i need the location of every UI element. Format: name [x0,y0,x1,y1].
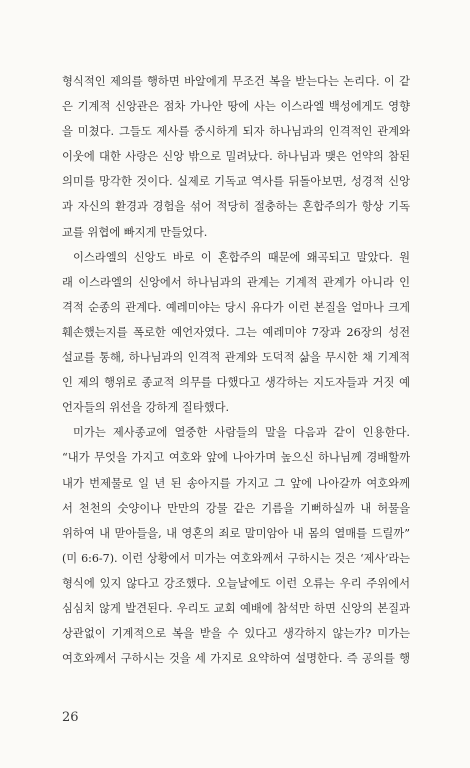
text-line: 내가 번제물로 일 년 된 송아지를 가지고 그 앞에 나아갈까 여호와께 [62,476,410,490]
text-line: 과 자신의 환경과 경험을 섞어 적당히 절충하는 혼합주의가 항상 기독 [62,200,410,214]
text-line: 미가는 제사종교에 열중한 사람들의 말을 다음과 같이 인용한다. [73,426,410,440]
text-line: 인 제의 행위로 종교적 의무를 다했다고 생각하는 지도자들과 거짓 예 [62,376,410,390]
text-line: 형식에 있지 않다고 강조했다. 오늘날에도 이런 오류는 우리 주위에서 [62,576,410,590]
text-line: 은 기계적 신앙관은 점차 가나안 땅에 사는 이스라엘 백성에게도 영향 [62,100,410,114]
text-line: 상관없이 기계적으로 복을 받을 수 있다고 생각하지 않는가? 미가는 [62,627,410,641]
text-line: 서 천천의 숫양이나 만만의 강물 같은 기름을 기뻐하실까 내 허물을 [62,501,410,515]
text-line: “내가 무엇을 가지고 여호와 앞에 나아가며 높으신 하나님께 경배할까 [62,451,410,465]
text-line: 격적 순종의 관계다. 예레미야는 당시 유다가 이런 본질을 얼마나 크게 [62,300,410,314]
text-line: 이스라엘의 신앙도 바로 이 혼합주의 때문에 왜곡되고 말았다. 원 [73,250,410,264]
text-line: 위하여 내 맏아들을, 내 영혼의 죄로 말미암아 내 몸의 열매를 드릴까” [62,526,410,540]
text-line: 설교를 통해, 하나님과의 인격적 관계와 도덕적 삶을 무시한 채 기계적 [62,351,410,365]
text-line: (미 6:6-7). 이런 상황에서 미가는 여호와께서 구하시는 것은 ‘제사’라는 [62,551,410,565]
text-line: 교를 위협에 빠지게 만들었다. [62,225,208,239]
text-line: 이웃에 대한 사랑은 신앙 밖으로 밀려났다. 하나님과 맺은 언약의 참된 [62,150,410,164]
text-line: 의미를 망각한 것이다. 실제로 기독교 역사를 뒤돌아보면, 성경적 신앙 [62,175,410,189]
page-number: 26 [62,710,79,725]
text-line: 언자들의 위선을 강하게 질타했다. [62,401,230,415]
text-line: 여호와께서 구하시는 것을 세 가지로 요약하여 설명한다. 즉 공의를 행 [62,652,410,666]
text-line: 심심치 않게 발견된다. 우리도 교회 예배에 참석만 하면 신앙의 본질과 [62,601,410,615]
text-line: 형식적인 제의를 행하면 바알에게 무조건 복을 받는다는 논리다. 이 같 [62,75,410,88]
text-line: 을 미쳤다. 그들도 제사를 중시하게 되자 하나님과의 인격적인 관계와 [62,125,410,139]
text-line: 래 이스라엘의 신앙에서 하나님과의 관계는 기계적 관계가 아니라 인 [62,275,410,289]
body-text [62,69,410,671]
text-line: 훼손했는지를 폭로한 예언자였다. 그는 예레미야 7장과 26장의 성전 [62,325,410,339]
